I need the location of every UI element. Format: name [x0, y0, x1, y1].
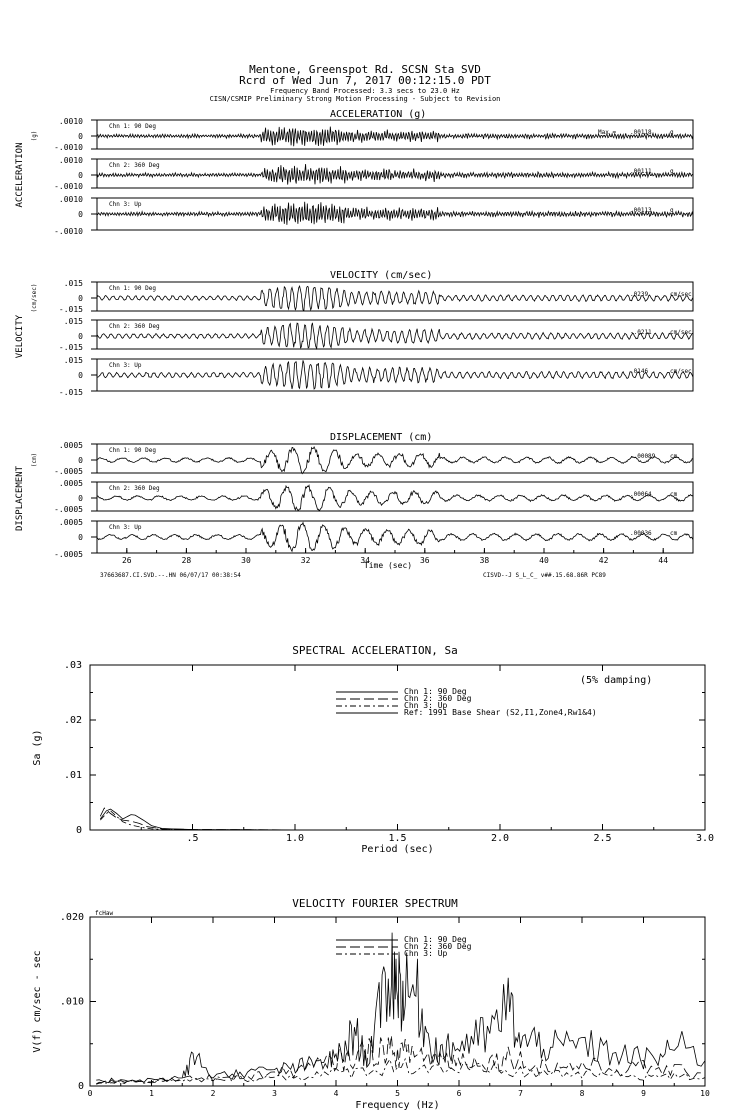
panel-unit-label: (g): [31, 130, 38, 142]
sa-series-line-2: [100, 808, 705, 830]
time-axis-label: Time (sec): [363, 561, 413, 570]
fs-y-axis-label: V(f) cm/sec - sec: [32, 950, 43, 1053]
panel-title: ACCELERATION (g): [330, 109, 427, 120]
fs-legend-label: Chn 2: 360 Deg: [404, 942, 472, 951]
panel-group-2: [15, 270, 693, 397]
fs-x-tick-label: 10: [700, 1089, 710, 1098]
footer-right-id: CISVD--J S_L_C_ v##.15.68.86R PC89: [483, 572, 606, 579]
sa-damping-note: (5% damping): [580, 675, 653, 686]
peak-value: .00036: [630, 530, 652, 537]
y-tick-label: 0: [78, 456, 83, 465]
y-tick-label: 0: [78, 494, 83, 503]
time-tick-label: 32: [300, 556, 311, 565]
y-tick-label: 0: [78, 533, 83, 542]
sa-series-line-1: [100, 809, 705, 830]
panel-unit-label: (cm/sec): [31, 283, 38, 313]
panel-title: DISPLACEMENT (cm): [330, 432, 433, 443]
sa-title: SPECTRAL ACCELERATION, Sa: [292, 644, 458, 657]
sa-y-axis-label: Sa (g): [32, 729, 43, 766]
header-frequency-band: Frequency Band Processed: 3.3 secs to 23.0 Hz: [270, 87, 460, 95]
y-tick-label: -.0005: [54, 467, 83, 476]
peak-unit: g: [670, 168, 674, 175]
report-header: [210, 63, 501, 103]
time-tick-label: 30: [241, 556, 251, 565]
y-tick-label: .015: [63, 317, 83, 326]
fs-x-tick-label: 7: [518, 1089, 523, 1098]
channel-label: Chn 3: Up: [109, 201, 142, 208]
y-tick-label: 0: [78, 371, 83, 380]
fs-x-tick-label: 9: [641, 1089, 646, 1098]
fs-legend-label: Chn 3: Up: [404, 949, 448, 958]
panel-group-3: [15, 432, 693, 559]
sa-legend-label: Chn 1: 90 Deg: [404, 687, 467, 696]
y-tick-label: .0005: [58, 518, 83, 527]
peak-unit: cm: [670, 453, 678, 460]
y-tick-label: -.0010: [54, 227, 83, 236]
peak-unit: cm/sec: [670, 329, 692, 336]
footer-left-id: 37663687.CI.SVD.--.HN 06/07/17 00:38:54: [100, 572, 241, 579]
panel-side-label: ACCELERATION: [15, 142, 25, 208]
time-tick-label: 40: [539, 556, 549, 565]
fs-y-tick-label: .010: [59, 996, 84, 1008]
y-tick-label: .0005: [58, 441, 83, 450]
channel-label: Chn 3: Up: [109, 524, 142, 531]
sa-legend-label: Ref: 1991 Base Shear (S2,I1,Zone4,Rw1&4): [404, 708, 597, 717]
peak-value: .00113: [630, 207, 652, 214]
fs-x-axis-label: Frequency (Hz): [355, 1100, 440, 1111]
channel-label: Chn 2: 360 Deg: [109, 162, 160, 169]
panel-side-label: DISPLACEMENT: [15, 465, 25, 532]
panel-group-1: [15, 109, 693, 236]
y-tick-label: .0010: [58, 195, 83, 204]
sa-series-line-3: [100, 811, 705, 830]
peak-value: .00118: [630, 129, 652, 136]
waveform-trace: [97, 164, 693, 185]
channel-label: Chn 3: Up: [109, 362, 142, 369]
header-record-time: Rcrd of Wed Jun 7, 2017 00:12:15.0 PDT: [239, 74, 491, 87]
trace-frame: [97, 359, 693, 391]
y-tick-label: 0: [78, 171, 83, 180]
peak-unit: g: [670, 207, 674, 214]
sa-x-axis-label: Period (sec): [361, 844, 434, 855]
y-tick-label: -.015: [58, 305, 83, 314]
header-station: Mentone, Greenspot Rd. SCSN Sta SVD: [249, 63, 481, 76]
panel-title: VELOCITY (cm/sec): [330, 270, 433, 281]
y-tick-label: .0005: [58, 479, 83, 488]
fs-series-line-2: [96, 1036, 705, 1084]
peak-unit: cm: [670, 530, 678, 537]
trace-frame: [97, 482, 693, 511]
waveform-trace: [97, 360, 693, 389]
fs-corner-label: fcHaw: [95, 910, 114, 917]
y-tick-label: -.0005: [54, 550, 83, 559]
spectral-acceleration-chart: [32, 644, 714, 855]
fourier-spectrum-chart: [32, 897, 710, 1111]
y-tick-label: -.015: [58, 343, 83, 352]
panel-unit-label: (cm): [31, 452, 38, 468]
fs-x-tick-label: 6: [456, 1089, 462, 1098]
fs-x-tick-label: 3: [272, 1089, 277, 1098]
max-prefix-label: Max =: [598, 129, 617, 136]
sa-legend-label: Chn 2: 360 Deg: [404, 694, 472, 703]
y-tick-label: 0: [78, 132, 83, 141]
fs-x-tick-label: 8: [579, 1089, 585, 1098]
channel-label: Chn 2: 360 Deg: [109, 323, 160, 330]
fs-y-tick-label: .020: [59, 912, 84, 923]
y-tick-label: 0: [78, 294, 83, 303]
fs-title: VELOCITY FOURIER SPECTRUM: [292, 897, 458, 910]
channel-label: Chn 1: 90 Deg: [109, 447, 156, 454]
time-tick-label: 36: [419, 556, 430, 565]
y-tick-label: .015: [63, 356, 83, 365]
time-tick-label: 34: [360, 556, 371, 565]
peak-value: .00064: [630, 491, 652, 498]
sa-x-tick-label: 3.0: [695, 833, 715, 844]
fs-y-tick-label: 0: [77, 1081, 84, 1092]
sa-x-tick-label: 1.0: [285, 833, 305, 844]
peak-value: -.00089: [630, 453, 656, 460]
peak-value: -.0211: [630, 329, 652, 336]
waveform-trace: [97, 286, 693, 310]
sa-x-tick-label: 2.0: [490, 833, 510, 844]
fs-x-tick-label: 2: [210, 1089, 216, 1098]
sa-y-tick-label: .01: [63, 770, 82, 781]
sa-x-tick-label: .5: [186, 833, 199, 844]
time-tick-label: 42: [598, 556, 609, 565]
peak-value: .0146: [630, 368, 649, 375]
time-history-panels: [15, 109, 693, 559]
header-processing-note: CISN/CSMIP Preliminary Strong Motion Processing - Subject to Revision: [209, 95, 501, 103]
sa-x-tick-label: 2.5: [593, 833, 612, 844]
fs-x-tick-label: 1: [149, 1089, 154, 1098]
waveform-trace: [97, 447, 693, 474]
peak-unit: cm/sec: [670, 368, 692, 375]
sa-y-tick-label: .03: [63, 660, 82, 671]
peak-value: .0239: [630, 291, 649, 298]
waveform-trace: [97, 523, 693, 552]
y-tick-label: -.015: [58, 388, 83, 397]
channel-label: Chn 1: 90 Deg: [109, 285, 156, 292]
peak-unit: cm/sec: [670, 291, 692, 298]
waveform-trace: [97, 323, 693, 349]
peak-unit: cm: [670, 491, 678, 498]
panel-side-label: VELOCITY: [15, 314, 25, 359]
y-tick-label: -.0005: [54, 505, 83, 514]
fs-series-line-1: [96, 933, 705, 1083]
waveform-trace: [97, 202, 693, 225]
fs-x-tick-label: 5: [395, 1089, 400, 1098]
waveform-trace: [97, 485, 693, 511]
time-tick-label: 26: [121, 556, 132, 565]
y-tick-label: -.0010: [54, 182, 83, 191]
time-tick-label: 38: [479, 556, 490, 565]
channel-label: Chn 1: 90 Deg: [109, 123, 156, 130]
y-tick-label: .0010: [58, 156, 83, 165]
y-tick-label: 0: [78, 210, 83, 219]
fs-x-tick-label: 0: [87, 1089, 93, 1098]
sa-x-tick-label: 1.5: [388, 833, 407, 844]
channel-label: Chn 2: 360 Deg: [109, 485, 160, 492]
y-tick-label: 0: [78, 332, 83, 341]
fs-legend-label: Chn 1: 90 Deg: [404, 935, 467, 944]
y-tick-label: .015: [63, 279, 83, 288]
time-tick-label: 44: [658, 556, 669, 565]
sa-y-tick-label: .02: [63, 715, 82, 726]
y-tick-label: .0010: [58, 117, 83, 126]
fs-x-tick-label: 4: [333, 1089, 339, 1098]
sa-y-tick-label: 0: [75, 825, 82, 836]
peak-value: .00111: [630, 168, 652, 175]
sa-plot-frame: [90, 665, 705, 830]
time-tick-label: 28: [181, 556, 192, 565]
peak-unit: g: [670, 129, 674, 136]
sa-legend-label: Chn 3: Up: [404, 701, 448, 710]
time-axis: [97, 548, 693, 579]
y-tick-label: -.0010: [54, 143, 83, 152]
